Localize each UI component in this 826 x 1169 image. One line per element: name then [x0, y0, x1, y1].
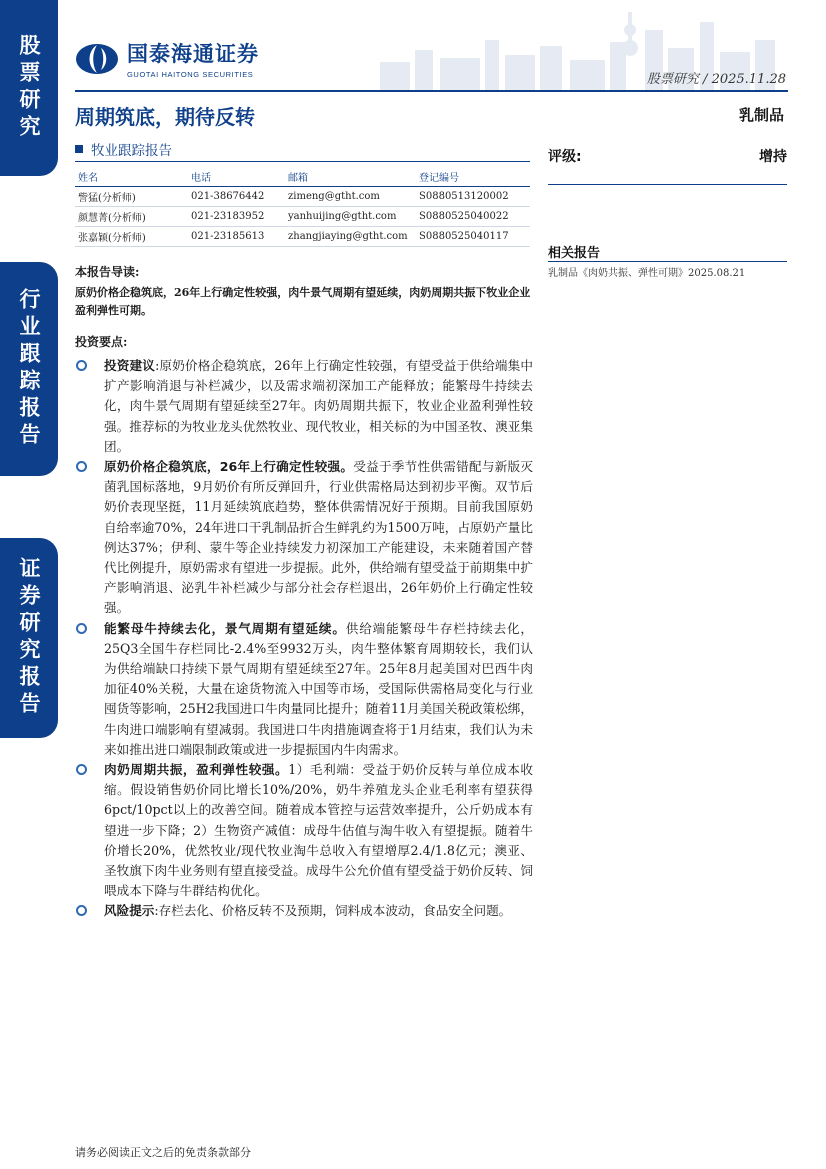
bullet-text: 原奶价格企稳筑底，26年上行确定性较强，有望受益于供给端集中扩产影响消退与补栏减少，以及需求端初深加工产能释放；能繁母牛持续去化，肉牛景气周期有望延续至27年。肉奶周期共振下，牧业企业盈利弹性较强。推荐标的为牧业龙头优然牧业、现代牧业，相关标的为中国圣牧、澳亚集团。 — [104, 358, 534, 454]
report-guide-title: 本报告导读: — [75, 265, 140, 279]
analyst-table — [75, 167, 530, 247]
report-subtitle — [75, 139, 172, 159]
bullet-ring-icon — [76, 360, 87, 371]
analyst-email[interactable]: zhangjiaying@gtht.com — [285, 226, 416, 246]
side-tab-industry-tracking: 行业跟踪报告 — [0, 262, 58, 476]
report-type-date: 股票研究 / 2025.11.28 — [646, 72, 786, 87]
logo-english-name: GUOTAI HAITONG SECURITIES — [127, 70, 254, 79]
bullet-ring-icon — [76, 764, 87, 775]
analyst-email[interactable]: zimeng@gtht.com — [285, 186, 416, 206]
bullet-ring-icon — [76, 905, 87, 916]
list-item: 投资建议:原奶价格企稳筑底，26年上行确定性较强，有望受益于供给端集中扩产影响消退与补栏减少，以及需求端初深加工产能释放；能繁母牛持续去化，肉牛景气周期有望延续至27年。肉奶周期共振下，牧业企业盈利弹性较强。推荐标的为牧业龙头优然牧业、现代牧业，相关标的为中国圣牧、澳亚集团。 — [75, 356, 533, 457]
page-title: 周期筑底，期待反转 — [75, 105, 255, 129]
bullet-lead: 原奶价格企稳筑底，26年上行确定性较强。 — [104, 459, 354, 475]
square-bullet-icon — [75, 145, 83, 153]
bullet-lead: 能繁母牛持续去化，景气周期有望延续。 — [104, 620, 346, 636]
logo-chinese-name: 国泰海通证券 — [127, 42, 259, 66]
analyst-registration: S0880525040117 — [416, 226, 530, 246]
column-header-name: 姓名 — [75, 167, 188, 186]
list-item: 风险提示:存栏去化、价格反转不及预期，饲料成本波动，食品安全问题。 — [75, 901, 533, 921]
column-header-email: 邮箱 — [285, 167, 416, 186]
bullet-lead: 风险提示 — [104, 903, 155, 919]
bullet-ring-icon — [76, 623, 87, 634]
logo-mark-icon — [75, 43, 119, 75]
rating-label: 评级: — [548, 149, 582, 165]
column-header-registration: 登记编号 — [416, 167, 530, 186]
list-item — [75, 760, 533, 901]
analyst-phone: 021-23185613 — [188, 226, 285, 246]
bullet-text: 供给端能繁母牛存栏持续去化，25Q3全国牛存栏同比-2.4%至9932万头，肉牛整体繁育周期较长，我们认为供给端缺口持续下景气周期有望延续至27年。25年8月起美国对巴西牛肉加征40%关税，大量在途货物流入中国等市场，受国际供需格局变化与行业囤货等影响，25H2我国进口牛肉量同比提升；随着11月美国关税政策松绑，牛肉进口端影响有望减弱。我国进口牛肉措施调查将于1月结束，我们认为未来如推出进口端限制政策或进一步提振国内牛肉需求。 — [104, 620, 534, 757]
analyst-name: 颜慧菁(分析师) — [75, 206, 188, 226]
bullet-text: 受益于季节性供需错配与新版灭菌乳国标落地，9月奶价有所反弹回升，行业供需格局达到初步平衡。双节后奶价表现坚挺，11月延续筑底趋势，整体供需情况好于预期。目前我国原奶自给率逾70%，24年进口干乳制品折合生鲜乳约为1500万吨，占原奶产量比例达37%；伊利、蒙牛等企业持续发力初深加工产能建设，未来随着国产替代比例提升，原奶需求有望进一步提振。此外，供给端有望受益于前期集中扩产影响消退、泌乳牛补栏减少与部分社会存栏退出，26年奶价上行确定性较强。 — [104, 459, 534, 616]
related-report-link[interactable]: 乳制品《肉奶共振、弹性可期》2025.08.21 — [548, 268, 746, 279]
analyst-registration: S0880525040022 — [416, 206, 530, 226]
bullet-text: 存栏去化、价格反转不及预期，饲料成本波动，食品安全问题。 — [158, 903, 512, 919]
related-reports-title: 相关报告 — [548, 246, 601, 261]
side-tab-stock-research: 股票研究 — [0, 0, 58, 176]
rating-row — [548, 146, 787, 166]
industry-label: 乳制品 — [738, 106, 784, 124]
rating-value: 增持 — [759, 149, 787, 165]
investment-points-title: 投资要点: — [75, 335, 128, 349]
analyst-name: 訾猛(分析师) — [75, 186, 188, 206]
bullet-text: 1）毛利端：受益于奶价反转与单位成本收缩。假设销售奶价同比增长10%/20%，奶牛养殖龙头企业毛利率有望获得6pct/10pct以上的改善空间。随着成本管控与运营效率提升，公斤奶成本有望进一步下降；2）生物资产减值：成母牛估值与淘牛收入有望提振。随着牛价增长20%，优然牧业/现代牧业淘牛总收入有望增厚2.4/1.8亿元；澳亚、圣牧旗下肉牛业务则有望直接受益。成母牛公允价值有望受益于奶价反转、饲喂成本下降与牛群结构优化。 — [104, 762, 534, 899]
column-header-phone: 电话 — [188, 167, 285, 186]
subtitle-text: 牧业跟踪报告 — [91, 143, 172, 159]
bullet-lead: 肉奶周期共振，盈利弹性较强。 — [104, 762, 289, 778]
related-reports-divider — [548, 261, 787, 262]
investment-points-list — [75, 356, 533, 922]
analyst-table-header — [75, 167, 530, 186]
analyst-phone: 021-38676442 — [188, 186, 285, 206]
rating-divider — [548, 184, 787, 185]
side-tab-securities-research: 证券研究报告 — [0, 538, 58, 738]
table-row — [75, 206, 530, 226]
list-item — [75, 457, 533, 619]
disclaimer-footer: 请务必阅读正文之后的免责条款部分 — [75, 1146, 251, 1159]
header-divider — [75, 90, 788, 92]
bullet-lead: 投资建议 — [104, 358, 156, 373]
bullet-ring-icon — [76, 461, 87, 472]
analyst-phone: 021-23183952 — [188, 206, 285, 226]
table-row — [75, 226, 530, 246]
list-item — [75, 619, 533, 760]
report-guide-text: 原奶价格企稳筑底，26年上行确定性较强，肉牛景气周期有望延续，肉奶周期共振下牧业企业盈利弹性可期。 — [75, 286, 531, 317]
subtitle-divider — [75, 161, 530, 162]
analyst-name: 张嘉颖(分析师) — [75, 226, 188, 246]
analyst-registration: S0880513120002 — [416, 186, 530, 206]
table-row — [75, 186, 530, 206]
company-logo — [75, 38, 259, 79]
analyst-email[interactable]: yanhuijing@gtht.com — [285, 206, 416, 226]
